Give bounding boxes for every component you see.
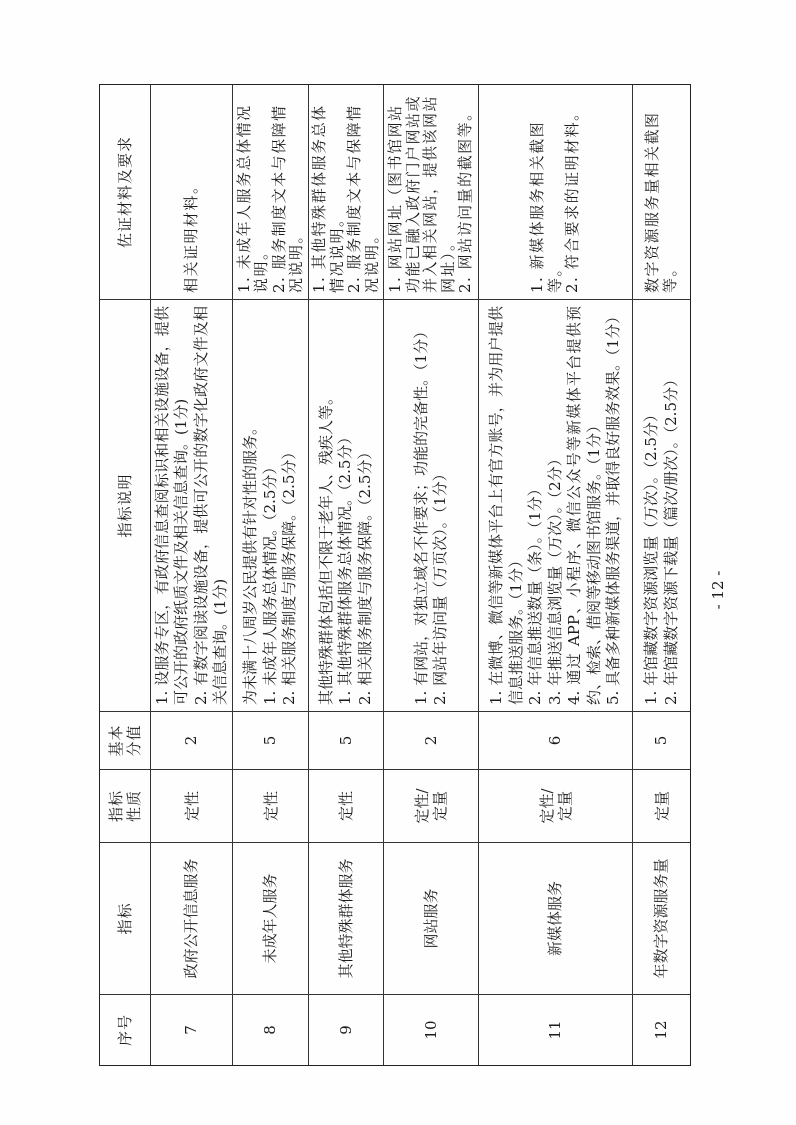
description-item: 5. 具备多种新媒体服务渠道，并取得良好服务效果。（1分） [603, 308, 622, 705]
base-score: 5 [232, 712, 308, 770]
evidence-requirements [478, 85, 632, 300]
header-no: 序号 [115, 1013, 133, 1046]
description-item: 2. 年馆藏数字资源下载量（篇次/册次）。（2.5分） [661, 371, 679, 705]
indicator-nature-label: 定性 [336, 790, 355, 821]
indicator-nature [150, 770, 232, 843]
base-score: 5 [632, 712, 690, 770]
header-nature-label: 指标性质 [106, 789, 143, 822]
description-item: 4. 通过 APP、小程序、微信公众号等新媒体平台提供预约、检索、借阅等移动图书馆服务。（1分） [564, 305, 603, 705]
evidence-body [235, 91, 305, 293]
base-score: 6 [478, 712, 632, 770]
description-item: 1. 有网站，对独立域名不作要求；功能的完备性。（1分） [411, 323, 429, 705]
indicator-description [308, 300, 383, 712]
description-item: 其他特殊群体包括但不限于老年人、残疾人等。 [316, 389, 335, 705]
evidence-item: 2. 服务制度文本与保障情况说明。 [344, 103, 380, 293]
description-body [411, 306, 450, 705]
evidence-body [644, 91, 679, 293]
indicator-nature-label: 定性 [261, 790, 279, 821]
base-score: 2 [150, 712, 232, 770]
description-item: 2. 相关服务制度与服务保障。（2.5分） [355, 444, 374, 705]
indicator-nature [478, 770, 632, 843]
indicator-name: 政府公开信息服务 [150, 843, 232, 995]
evidence-item: 数字资源服务量相关截图等。 [642, 110, 678, 293]
indicator-description [632, 300, 690, 712]
description-item: 2. 年信息推送数量（条）。（1分） [525, 480, 544, 705]
indicator-nature-label: 定量 [652, 790, 670, 821]
evidence-body [182, 91, 200, 293]
evidence-requirements [150, 85, 232, 300]
row-number: 8 [232, 995, 308, 1065]
header-description: 指标说明 [100, 300, 150, 712]
description-body [642, 306, 681, 705]
indicator-nature-label: 定性 [182, 790, 200, 821]
header-indicator: 指标 [100, 843, 150, 995]
indicator-nature [232, 770, 308, 843]
evidence-body [529, 91, 582, 293]
header-score-label: 基本分值 [106, 724, 143, 757]
evidence-requirements [308, 85, 383, 300]
description-item: 2. 相关服务制度与服务保障。（2.5分） [279, 444, 298, 705]
description-item: 为未满十八周岁公民提供有针对性的服务。 [240, 419, 259, 705]
indicator-nature [383, 770, 478, 843]
evidence-item: 1. 其他特殊群体服务总体情况说明。 [309, 103, 345, 293]
evidence-requirements [232, 85, 308, 300]
base-score: 2 [383, 712, 478, 770]
indicator-nature-label: 定性/定量 [412, 787, 449, 824]
description-body [487, 306, 624, 705]
description-item: 1. 在微博、微信等新媒体平台上有官方账号，并为用户提供信息推送服务。（1分） [486, 305, 525, 705]
indicator-nature [308, 770, 383, 843]
indicator-table [99, 84, 691, 1066]
indicator-name: 新媒体服务 [478, 843, 632, 995]
indicator-nature-label: 定性/定量 [537, 787, 573, 824]
indicator-name: 网站服务 [383, 843, 478, 995]
evidence-item: 2. 服务制度文本与保障情况说明。 [269, 103, 305, 293]
evidence-item: 1. 网站网址（图书馆网站功能已融入政府门户网站或并入相关网站，提供该网站网址）。 [385, 94, 457, 293]
indicator-name: 其他特殊群体服务 [308, 843, 383, 995]
evidence-body [387, 91, 475, 293]
indicator-nature [632, 770, 690, 843]
row-number: 11 [478, 995, 632, 1065]
row-number: 9 [308, 995, 383, 1065]
description-item: 1. 设服务专区，有政府信息查阅标识和相关设施设备，提供可公开的政府纸质文件及相关信息查询。(1分) [152, 305, 190, 705]
header-nature [100, 770, 150, 843]
description-item: 2. 有数字阅读设施设备，提供可公开的数字化政府文件及相关信息查询。(1分) [191, 305, 229, 705]
row-number: 12 [632, 995, 690, 1065]
description-body [152, 306, 230, 705]
description-body [316, 306, 375, 705]
evidence-item: 1. 未成年人服务总体情况说明。 [234, 103, 270, 293]
row-number: 10 [383, 995, 478, 1065]
evidence-item: 2. 网站访问量的截图等。 [455, 103, 474, 293]
evidence-requirements [632, 85, 690, 300]
description-item: 1. 年馆藏数字资源浏览量（万次）。（2.5分） [641, 406, 660, 705]
description-item: 1. 其他特殊群体服务总体情况。（2.5分） [335, 429, 354, 705]
header-evidence: 佐证材料及要求 [100, 85, 150, 300]
indicator-description [478, 300, 632, 712]
indicator-description [383, 300, 478, 712]
evidence-item: 1. 新媒体服务相关截图等。 [527, 120, 564, 293]
header-score [100, 712, 150, 770]
base-score: 5 [308, 712, 383, 770]
indicator-name: 未成年人服务 [232, 843, 308, 995]
evidence-requirements [383, 85, 478, 300]
description-body [241, 306, 300, 705]
evidence-item: 2. 符合要求的证明材料。 [562, 103, 581, 293]
description-item: 2. 网站年访问量（万页次）。（1分） [430, 465, 449, 705]
description-item: 1. 未成年人服务总体情况。（2.5分） [260, 459, 279, 705]
description-item: 3. 年推送信息浏览量（万次）。（2分） [545, 450, 564, 705]
page-number: - 12 - [709, 570, 727, 610]
indicator-description [232, 300, 308, 712]
indicator-name: 年数字资源服务量 [632, 843, 690, 995]
evidence-body [311, 91, 381, 293]
indicator-description [150, 300, 232, 712]
row-number: 7 [150, 995, 232, 1065]
evidence-item: 相关证明材料。 [181, 176, 200, 293]
